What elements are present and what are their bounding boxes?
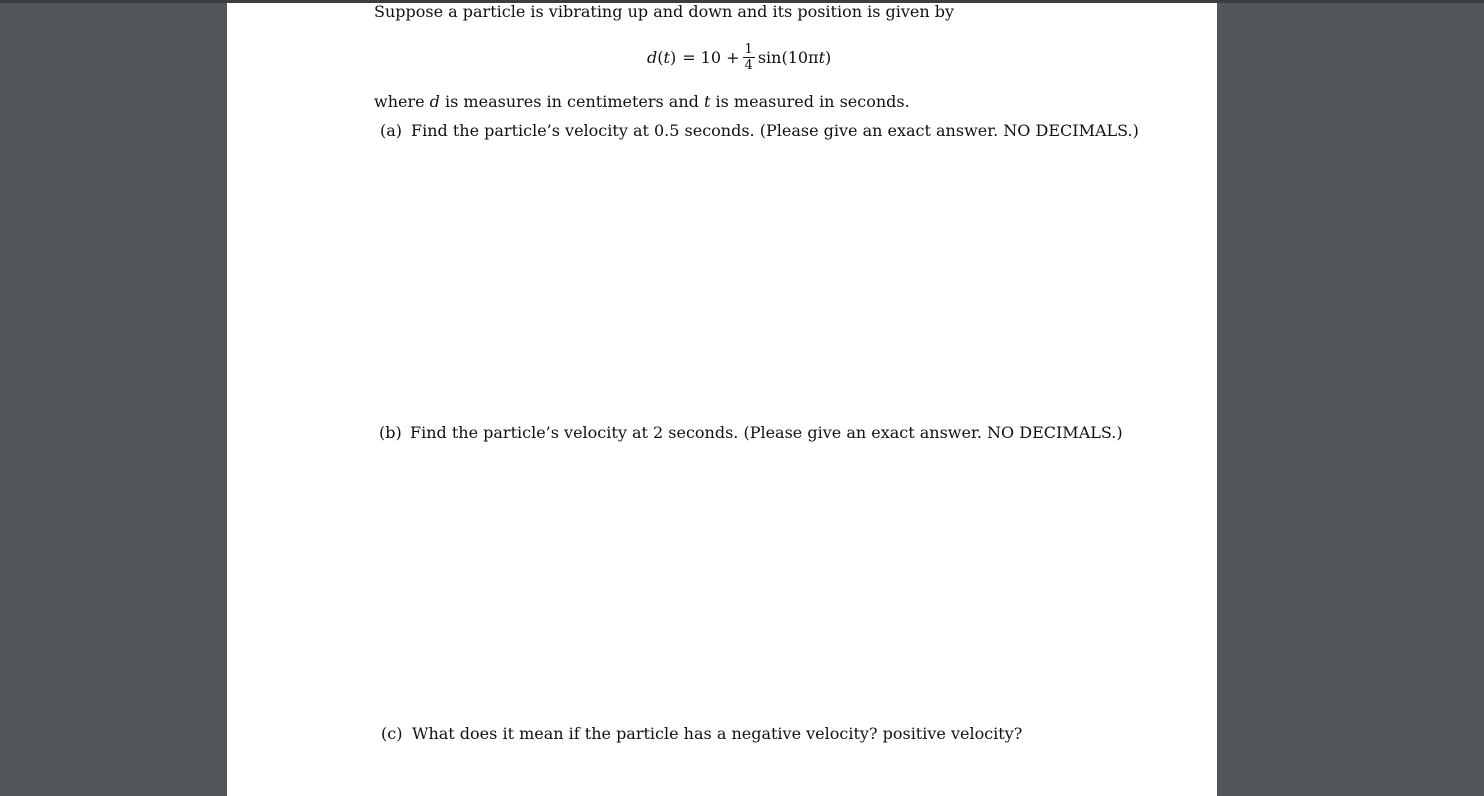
question-c	[381, 724, 1022, 744]
eq-sin-close: )	[825, 47, 832, 67]
question-a-label: (a)	[380, 121, 403, 140]
question-a	[380, 121, 1139, 141]
where-var-d: d	[429, 92, 440, 111]
intro-text: Suppose a particle is vibrating up and down and its position is given by	[374, 2, 955, 21]
position-equation	[647, 37, 831, 77]
question-a-text: Find the particle’s velocity at 0.5 seconds. (Please give an exact answer. NO DECIMALS.)	[411, 121, 1139, 140]
eq-fraction	[743, 43, 755, 72]
eq-fraction-numerator: 1	[744, 41, 753, 57]
eq-sin-var: t	[818, 47, 825, 67]
where-text	[374, 92, 910, 112]
question-c-text: What does it mean if the particle has a negative velocity? positive velocity?	[412, 724, 1023, 743]
where-part3: is measured in seconds.	[710, 92, 910, 111]
document-page	[227, 3, 1217, 796]
question-b-text: Find the particle’s velocity at 2 seconds. (Please give an exact answer. NO DECIMALS.)	[410, 423, 1123, 442]
eq-func-name: d	[647, 47, 658, 67]
eq-equals-plus: = 10 +	[682, 47, 740, 67]
where-part2: is measures in centimeters and	[439, 92, 704, 111]
eq-sin-open: sin(10π	[757, 47, 819, 67]
where-part1: where	[374, 92, 430, 111]
question-b	[379, 423, 1123, 443]
eq-paren-open: (	[657, 47, 664, 67]
where-var-t: t	[703, 92, 711, 111]
question-b-label: (b)	[379, 423, 402, 442]
eq-paren-close: )	[669, 47, 677, 67]
eq-func-var: t	[663, 47, 670, 67]
question-c-label: (c)	[381, 724, 403, 743]
eq-fraction-denominator: 4	[744, 57, 753, 73]
